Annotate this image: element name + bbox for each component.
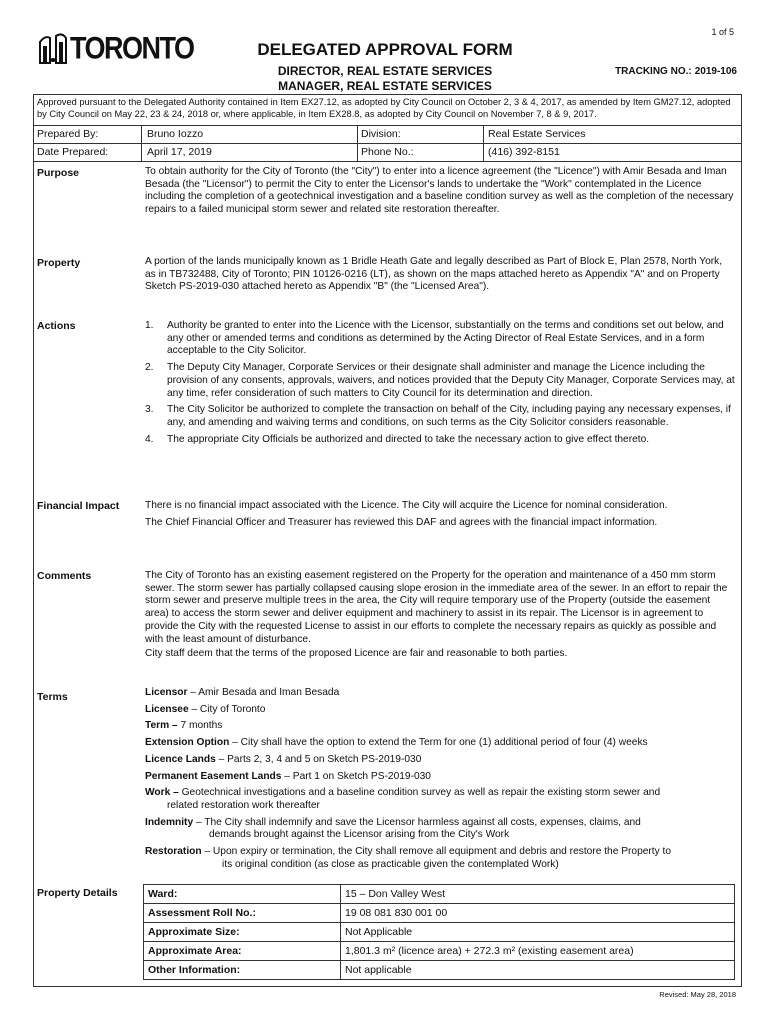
divider [357, 125, 358, 161]
term-permanent-easement [145, 771, 735, 784]
table-row [144, 885, 735, 904]
term-licence-lands [145, 754, 735, 767]
comments-text [145, 570, 735, 661]
pd-key: Approximate Area: [144, 942, 341, 961]
action-text: The City Solicitor be authorized to complete the transaction on behalf of the City, including paying any necessary expenses, if any, and amending and waiving terms and conditions, on such terms as the City Solicitor considers reasonable. [167, 404, 731, 428]
phone-value: (416) 392-8151 [488, 146, 560, 158]
page-number: 1 of 5 [711, 27, 734, 37]
terms-list [145, 687, 735, 875]
table-row [144, 961, 735, 980]
financial-text-2: The Chief Financial Officer and Treasurer has reviewed this DAF and agrees with the financial impact information. [145, 516, 658, 528]
term-value: – Upon expiry or termination, the City shall remove all equipment and debris and restore the Property to [201, 846, 672, 858]
action-text: The Deputy City Manager, Corporate Services or their designate shall administer and manage the Licence including the provision of any consents, approvals, waivers, and notices provided that the Deputy City Manager, Corporate Services may, at any time, refer consideration of such matters to City Council for its determination and direction. [167, 362, 735, 399]
property-details-table [143, 884, 735, 980]
term-value: Geotechnical investigations and a baseline condition survey as well as repair the existing storm sewer and [178, 787, 661, 799]
term-value: – City shall have the option to extend the Term for one (1) additional period of four (4) weeks [229, 737, 648, 749]
authority-statement: Approved pursuant to the Delegated Authority contained in Item EX27.12, as adopted by City Council on October 2, 3 & 4, 2017, as amended by Item GM27.12, adopted by City Council on May 22, 23 & 24, 2018 or, where applicable, in Item EX28.8, as adopted by City Council on November 7, 8 & 9, 2017. [37, 97, 731, 119]
action-item [145, 320, 735, 358]
financial-impact-label: Financial Impact [37, 500, 120, 512]
form-subtitle-1: DIRECTOR, REAL ESTATE SERVICES [277, 64, 493, 78]
term-licensee [145, 704, 735, 717]
table-row [144, 904, 735, 923]
term-value-cont: demands brought against the Licensor arising from the City's Work [209, 829, 510, 841]
actions-label: Actions [37, 320, 76, 332]
phone-label: Phone No.: [361, 146, 414, 158]
term-key: Licensor [145, 687, 188, 698]
divider [483, 125, 484, 161]
term-key: Restoration [145, 846, 202, 858]
property-label: Property [37, 257, 81, 269]
date-prepared-label: Date Prepared: [37, 146, 109, 158]
term-key: Extension Option [145, 737, 230, 749]
divider [33, 143, 742, 144]
term-term [145, 720, 735, 733]
tracking-number [615, 66, 737, 77]
city-hall-icon [38, 32, 68, 64]
pd-key: Approximate Size: [144, 923, 341, 942]
comments-text-1: The City of Toronto has an existing easement registered on the Property for the operation and maintenance of a 450 mm storm sewer. The storm sewer has partially collapsed causing slope erosion in the immediate area of the sewer. In an effort to repair the storm sewer and preserve multiple trees in the area, the City will require temporary use of the Property (outside the easement area) to access the storm sewer and deliver equipment and machinery to assist in its repair. The Licensor is in agreement to provide the City with the requested License to assist in our efforts to complete the necessary repairs as quickly as possible and with the least amount of disturbance. [145, 570, 728, 645]
term-restoration [145, 846, 735, 871]
action-num: 3. [145, 404, 154, 416]
action-item [145, 404, 735, 429]
term-key: Indemnity [145, 816, 194, 828]
action-text: Authority be granted to enter into the Licence with the Licensor, substantially on the terms and conditions set out below, and any other or amended terms and conditions as determined by the Acting Director of Real Estate Services, and in a form acceptable to the City Solicitor. [167, 320, 724, 357]
term-value-cont: related restoration work thereafter [167, 799, 320, 811]
actions-list [145, 320, 735, 450]
purpose-label: Purpose [37, 167, 80, 179]
date-prepared-value: April 17, 2019 [147, 146, 212, 158]
division-label: Division: [361, 128, 401, 140]
term-value: – Amir Besada and Iman Besada [187, 687, 340, 698]
form-title: DELEGATED APPROVAL FORM [257, 40, 513, 59]
pd-key: Other Information: [144, 961, 341, 980]
term-key: Permanent Easement Lands [145, 770, 282, 782]
purpose-text: To obtain authority for the City of Toronto (the "City") to enter into a licence agreement (the "Licence") with Amir Besada and Iman Besada (the "Licensor") to permit the City to enter the Licensor's lands to undertake the "Work" contemplated in the Licence including the completion of a geotechnical investigation and a baseline condition survey as well as the completion of the necessary repairs to a failed municipal storm sewer and related site restoration thereafter. [145, 166, 734, 216]
term-indemnity [145, 817, 735, 842]
term-value: – Parts 2, 3, 4 and 5 on Sketch PS-2019-030 [215, 753, 422, 765]
term-value-cont: its original condition (as close as practicable given the contemplated Work) [222, 858, 559, 870]
term-key: Licence Lands [145, 753, 216, 765]
term-key: Work – [145, 787, 179, 799]
logo-text: TORONTO [70, 30, 194, 65]
financial-impact-text [145, 500, 735, 529]
action-text: The appropriate City Officials be authorized and directed to take the necessary action to give effect thereto. [167, 433, 650, 445]
divider [33, 125, 742, 126]
action-num: 2. [145, 362, 154, 374]
term-value: – The City shall indemnify and save the Licensor harmless against all costs, expenses, claims, and [193, 816, 641, 828]
action-item [145, 362, 735, 400]
comments-text-2: City staff deem that the terms of the proposed Licence are fair and reasonable to both parties. [145, 648, 568, 660]
divider [33, 161, 742, 162]
term-extension [145, 737, 735, 750]
pd-value: Not Applicable [341, 923, 735, 942]
pd-key: Assessment Roll No.: [144, 904, 341, 923]
table-row [144, 942, 735, 961]
form-subtitle-2: MANAGER, REAL ESTATE SERVICES [278, 79, 492, 93]
pd-key: Ward: [144, 885, 341, 904]
terms-label: Terms [37, 691, 68, 703]
tracking-value: 2019-106 [694, 66, 737, 77]
term-value: – City of Toronto [188, 703, 266, 715]
prepared-by-value: Bruno Iozzo [147, 128, 204, 140]
pd-value: Not applicable [341, 961, 735, 980]
comments-label: Comments [37, 570, 92, 582]
property-details-label: Property Details [37, 887, 118, 899]
property-text: A portion of the lands municipally known as 1 Bridle Heath Gate and legally described as Part of Block E, Plan 2578, North York, as in TB732488, City of Toronto; PIN 10126-0216 (LT), as shown on the maps attached hereto as Appendix "A" and on Property Sketch PS-2019-030 attached hereto as Appendix "B" (the "Licensed Area"). [145, 256, 723, 293]
divider [141, 125, 142, 161]
pd-value: 15 – Don Valley West [341, 885, 735, 904]
pd-value: 19 08 081 830 001 00 [341, 904, 735, 923]
prepared-by-label: Prepared By: [37, 128, 99, 140]
tracking-label: TRACKING NO.: [615, 66, 692, 77]
term-work [145, 787, 735, 812]
term-licensor [145, 687, 735, 700]
division-value: Real Estate Services [488, 128, 586, 140]
term-value: 7 months [177, 720, 223, 732]
term-value: – Part 1 on Sketch PS-2019-030 [281, 770, 431, 782]
pd-value: 1,801.3 m² (licence area) + 272.3 m² (existing easement area) [341, 942, 735, 961]
action-num: 1. [145, 320, 154, 331]
term-key: Licensee [145, 703, 189, 715]
action-num: 4. [145, 433, 154, 445]
term-key: Term – [145, 720, 178, 732]
revised-date: Revised: May 28, 2018 [659, 990, 736, 999]
table-row [144, 923, 735, 942]
toronto-logo [38, 32, 194, 64]
action-item [145, 434, 735, 447]
financial-text-1: There is no financial impact associated with the Licence. The City will acquire the Licence for nominal consideration. [145, 500, 668, 511]
